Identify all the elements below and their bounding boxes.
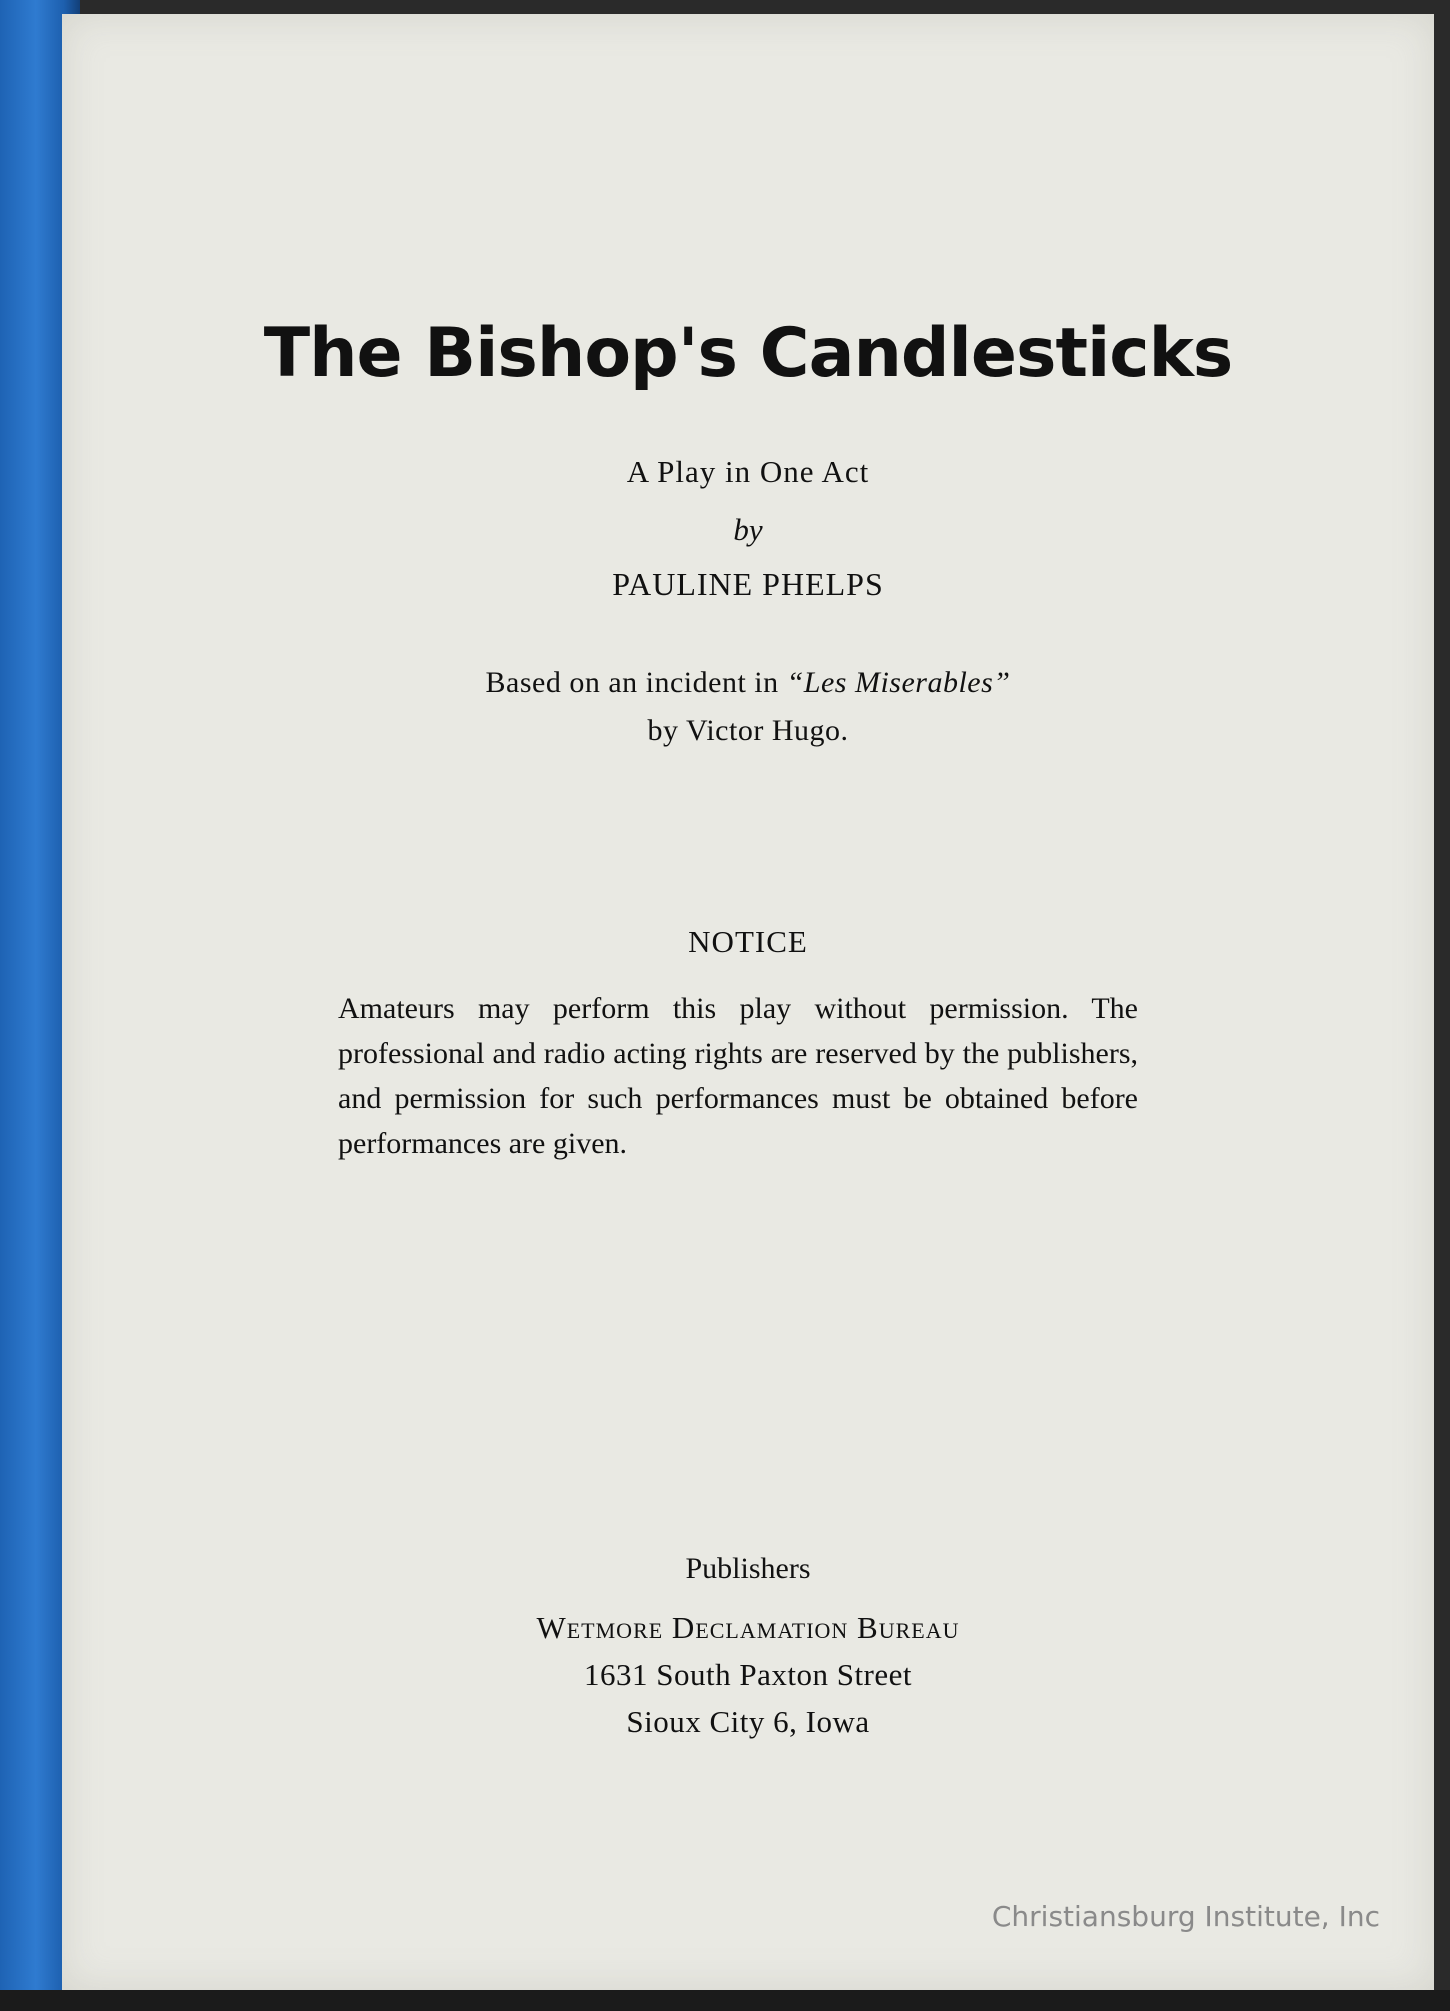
publisher-street: 1631 South Paxton Street bbox=[583, 1657, 913, 1692]
notice-heading: NOTICE bbox=[688, 924, 808, 959]
source-author-line: by Victor Hugo. bbox=[647, 714, 849, 747]
author-name: PAULINE PHELPS bbox=[612, 566, 884, 602]
based-on-prefix: Based on an incident in bbox=[485, 666, 787, 699]
play-subtitle: A Play in One Act bbox=[626, 454, 870, 489]
publisher-city: Sioux City 6, Iowa bbox=[626, 1704, 870, 1739]
play-title: The Bishop's Candlesticks bbox=[263, 314, 1233, 393]
source-work-title: “Les Miserables” bbox=[786, 666, 1011, 699]
cover-bottom-edge bbox=[0, 1990, 1450, 2011]
watermark-text: Christiansburg Institute, Inc bbox=[991, 1900, 1380, 1933]
publisher-name: Wetmore Declamation Bureau bbox=[536, 1610, 960, 1645]
byline-word: by bbox=[733, 512, 763, 547]
document-page bbox=[62, 14, 1434, 1990]
publishers-label: Publishers bbox=[685, 1552, 811, 1585]
based-on-line bbox=[62, 666, 1434, 700]
notice-paragraph: Amateurs may perform this play without permission. The professional and radio acting rights are reserved by the publishers, and permission for such performances must be obtained before performances are given. bbox=[338, 992, 1138, 1160]
